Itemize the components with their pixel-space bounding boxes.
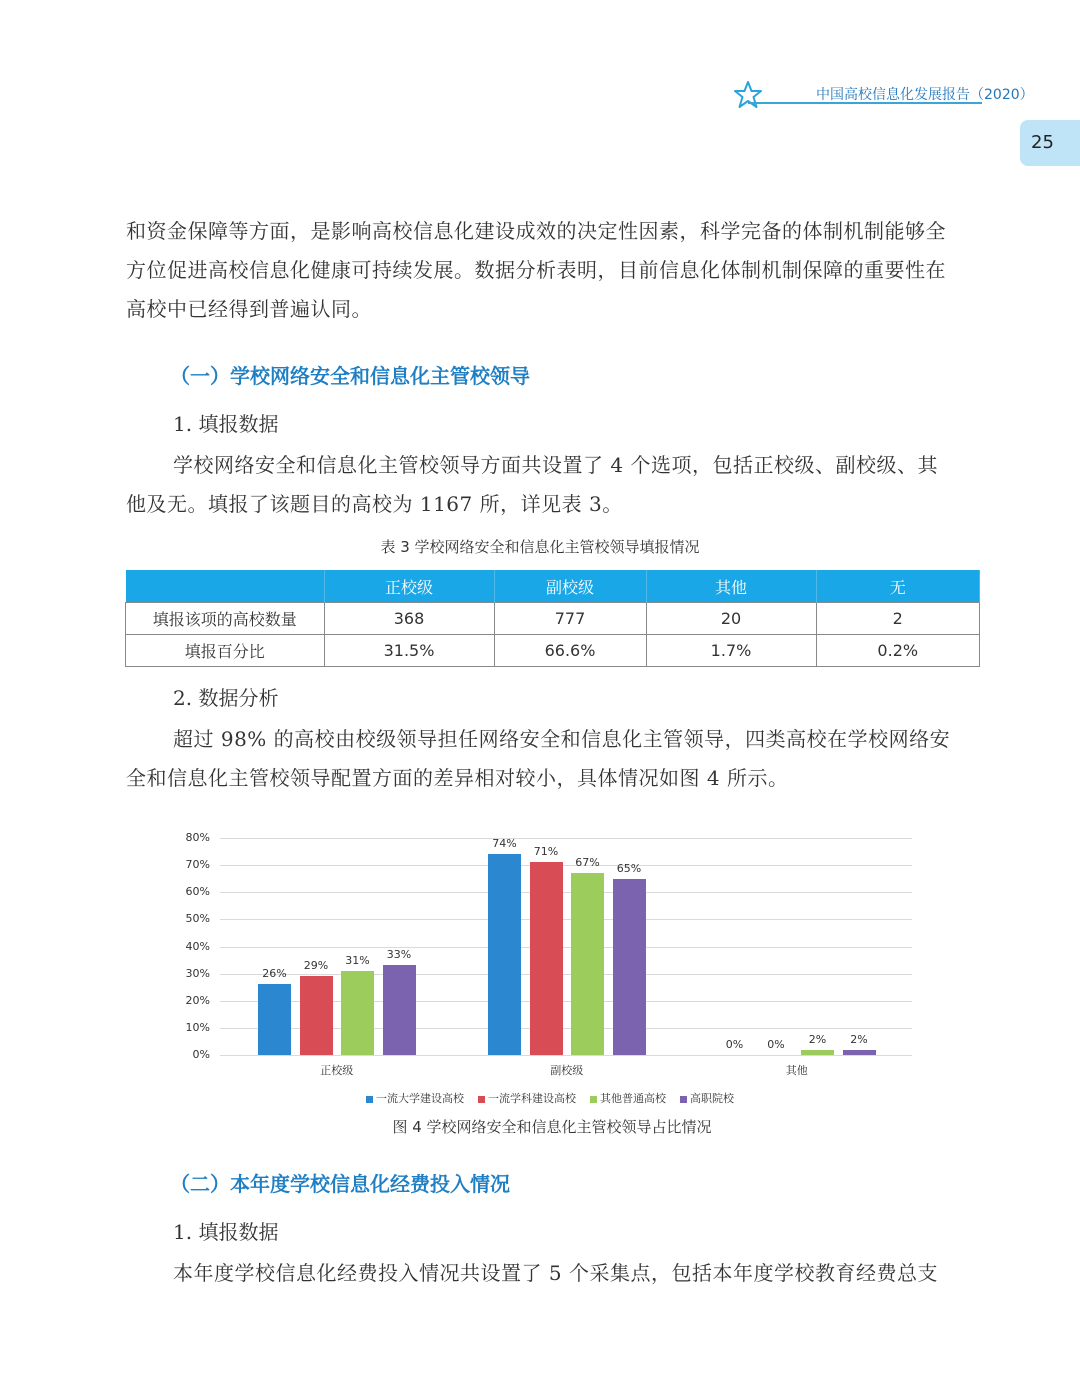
bar-value-label: 31% bbox=[345, 953, 370, 967]
gridline bbox=[220, 838, 912, 839]
legend-item bbox=[366, 1092, 464, 1105]
x-category-label: 正校级 bbox=[320, 1064, 354, 1077]
legend-item bbox=[590, 1092, 666, 1105]
table-header-cell: 无 bbox=[816, 570, 980, 603]
analysis-text-line-1: 超过 98% 的高校由校级领导担任网络安全和信息化主管领导，四类高校在学校网络安 bbox=[173, 727, 951, 751]
analysis-text-line-2: 全和信息化主管校领导配置方面的差异相对较小，具体情况如图 4 所示。 bbox=[126, 766, 789, 790]
table-cell: 66.6% bbox=[494, 635, 646, 667]
y-tick-label: 10% bbox=[185, 1020, 210, 1034]
bar-chart bbox=[170, 825, 930, 1115]
bar-value-label: 0% bbox=[725, 1038, 744, 1051]
table-row bbox=[126, 603, 980, 635]
bar bbox=[530, 862, 563, 1055]
table-cell: 2 bbox=[816, 603, 980, 635]
legend-swatch-icon bbox=[680, 1096, 687, 1103]
table-cell: 填报该项的高校数量 bbox=[126, 603, 325, 635]
y-tick-label: 20% bbox=[185, 993, 210, 1007]
table-header-cell: 副校级 bbox=[494, 570, 646, 603]
bar-value-label: 71% bbox=[533, 845, 559, 859]
legend-label: 高职院校 bbox=[690, 1092, 734, 1105]
table-cell: 368 bbox=[324, 603, 494, 635]
table-cell: 777 bbox=[494, 603, 646, 635]
bar-value-label: 26% bbox=[262, 967, 287, 981]
table-cell: 1.7% bbox=[646, 635, 816, 667]
chart-legend bbox=[366, 1090, 748, 1106]
section2-text-line-1: 本年度学校信息化经费投入情况共设置了 5 个采集点，包括本年度学校教育经费总支 bbox=[173, 1261, 938, 1285]
figure-caption: 图 4 学校网络安全和信息化主管校领导占比情况 bbox=[392, 1118, 712, 1136]
section1-text-line-2: 他及无。填报了该题目的高校为 1167 所，详见表 3。 bbox=[126, 492, 623, 516]
x-category-label: 其他 bbox=[785, 1064, 808, 1077]
gridline bbox=[220, 1055, 912, 1056]
bar-value-label: 29% bbox=[303, 959, 329, 973]
intro-line-3: 高校中已经得到普遍认同。 bbox=[126, 297, 372, 321]
legend-label: 一流大学建设高校 bbox=[376, 1092, 464, 1105]
legend-swatch-icon bbox=[366, 1096, 373, 1103]
bar bbox=[341, 971, 374, 1055]
table-header-cell bbox=[126, 570, 325, 603]
table-caption: 表 3 学校网络安全和信息化主管校领导填报情况 bbox=[380, 538, 700, 556]
y-tick-label: 70% bbox=[185, 858, 210, 872]
legend-swatch-icon bbox=[478, 1096, 485, 1103]
page-number: 25 bbox=[1031, 132, 1054, 153]
gridline bbox=[220, 974, 912, 975]
legend-label: 一流学科建设高校 bbox=[488, 1092, 576, 1105]
intro-line-1: 和资金保障等方面，是影响高校信息化建设成效的决定性因素，科学完备的体制机制能够全 bbox=[126, 219, 946, 243]
report-year: （2020） bbox=[970, 87, 1034, 103]
leader-table bbox=[125, 570, 980, 667]
gridline bbox=[220, 892, 912, 893]
table-cell: 20 bbox=[646, 603, 816, 635]
subheading-fill-data: 1. 填报数据 bbox=[173, 412, 279, 436]
legend-label: 其他普通高校 bbox=[600, 1092, 666, 1105]
y-tick-label: 0% bbox=[192, 1048, 210, 1061]
bar bbox=[571, 873, 604, 1055]
bar-value-label: 74% bbox=[492, 837, 517, 851]
legend-item bbox=[680, 1092, 734, 1105]
running-header bbox=[816, 84, 1034, 104]
table-cell: 填报百分比 bbox=[126, 635, 325, 667]
y-tick-label: 50% bbox=[185, 912, 210, 926]
bar-value-label: 2% bbox=[808, 1032, 827, 1046]
y-tick-label: 30% bbox=[185, 966, 210, 980]
intro-line-2: 方位促进高校信息化健康可持续发展。数据分析表明，目前信息化体制机制保障的重要性在 bbox=[126, 258, 946, 282]
subheading-fill-data-2: 1. 填报数据 bbox=[173, 1220, 279, 1244]
subheading-data-analysis: 2. 数据分析 bbox=[173, 686, 279, 710]
report-title: 中国高校信息化发展报告 bbox=[816, 87, 970, 103]
legend-swatch-icon bbox=[590, 1096, 597, 1103]
bar-value-label: 65% bbox=[616, 861, 642, 875]
bar bbox=[383, 965, 416, 1055]
bar bbox=[300, 976, 333, 1055]
bar bbox=[801, 1050, 834, 1055]
section-heading-2: （二）本年度学校信息化经费投入情况 bbox=[170, 1172, 510, 1196]
table-header-row bbox=[126, 570, 980, 603]
bar-value-label: 0% bbox=[767, 1038, 785, 1051]
table-header-cell: 正校级 bbox=[324, 570, 494, 603]
gridline bbox=[220, 919, 912, 920]
table-cell: 0.2% bbox=[816, 635, 980, 667]
table-header-cell: 其他 bbox=[646, 570, 816, 603]
y-tick-label: 60% bbox=[185, 885, 210, 899]
bar bbox=[488, 854, 521, 1055]
section-heading-1: （一）学校网络安全和信息化主管校领导 bbox=[170, 364, 530, 388]
table-row bbox=[126, 635, 980, 667]
bar bbox=[258, 984, 291, 1055]
table-cell: 31.5% bbox=[324, 635, 494, 667]
y-tick-label: 80% bbox=[185, 831, 210, 844]
y-tick-label: 40% bbox=[185, 939, 210, 953]
gridline bbox=[220, 947, 912, 948]
bar-value-label: 2% bbox=[850, 1032, 868, 1046]
bar-value-label: 67% bbox=[575, 856, 600, 870]
bar bbox=[843, 1050, 876, 1055]
section1-text-line-1: 学校网络安全和信息化主管校领导方面共设置了 4 个选项，包括正校级、副校级、其 bbox=[173, 453, 938, 477]
x-category-label: 副校级 bbox=[550, 1064, 584, 1077]
star-icon bbox=[734, 80, 766, 110]
legend-item bbox=[478, 1092, 576, 1105]
bar-value-label: 33% bbox=[386, 948, 412, 962]
bar bbox=[613, 879, 646, 1055]
